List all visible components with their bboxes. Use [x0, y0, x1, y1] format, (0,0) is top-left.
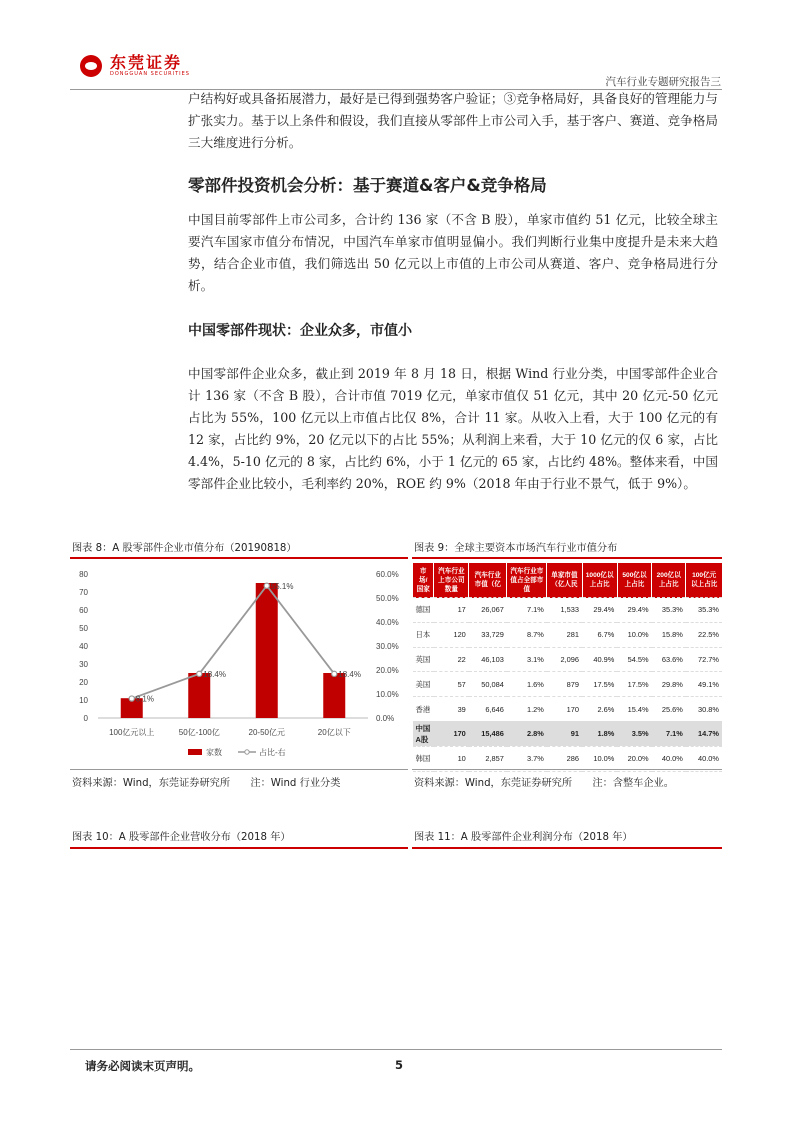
table-row — [413, 647, 723, 672]
table-cell: 15.4% — [617, 697, 651, 722]
logo-text: 东莞证券 — [110, 53, 183, 72]
figure-9-source: 资料来源：Wind，东莞证券研究所 注：含整车企业。 — [414, 778, 674, 789]
table-cell: 14.7% — [686, 721, 722, 746]
section-heading-1: 零部件投资机会分析：基于赛道&客户&竞争格局 — [188, 176, 547, 195]
table-cell: 7.1% — [507, 598, 547, 623]
logo-subtext: DONGGUAN SECURITIES — [110, 71, 190, 77]
table-cell: 英国 — [413, 647, 434, 672]
table-cell: 29.8% — [652, 672, 686, 697]
table-row — [413, 672, 723, 697]
table-cell: 22.5% — [686, 622, 722, 647]
table-cell: 40.0% — [652, 746, 686, 771]
table-cell: 6.7% — [582, 622, 617, 647]
table-cell: 美国 — [413, 672, 434, 697]
category-label: 100亿元以上 — [109, 728, 155, 737]
table-cell: 3.7% — [507, 746, 547, 771]
table-row — [413, 721, 723, 746]
table-row — [413, 746, 723, 771]
table-cell: 15.8% — [652, 622, 686, 647]
left-axis-tick: 40 — [79, 642, 88, 651]
table-cell: 63.6% — [652, 647, 686, 672]
table-cell: 3.5% — [617, 721, 651, 746]
table-cell: 72.7% — [686, 647, 722, 672]
figure-8-rule — [70, 557, 408, 559]
table-cell: 29.4% — [617, 598, 651, 623]
right-axis-tick: 0.0% — [376, 714, 395, 723]
table-cell: 17 — [434, 598, 469, 623]
table-cell: 35.3% — [686, 598, 722, 623]
table-cell: 54.5% — [617, 647, 651, 672]
left-axis-tick: 60 — [79, 606, 88, 615]
left-axis-tick: 20 — [79, 678, 88, 687]
share-label-2: 55.1% — [270, 581, 294, 591]
table-cell: 1.6% — [507, 672, 547, 697]
table-cell: 日本 — [413, 622, 434, 647]
table-cell: 57 — [434, 672, 469, 697]
figure-8-bottom-rule — [70, 769, 408, 770]
table-cell: 120 — [434, 622, 469, 647]
figure-9-rule — [412, 557, 722, 559]
table-cell: 10.0% — [617, 622, 651, 647]
left-axis-tick: 30 — [79, 660, 88, 669]
table-header-7: 200亿以上占比 — [652, 563, 686, 598]
table-header-2: 汽车行业市值（亿 — [469, 563, 507, 598]
figure-10-title: 图表 10：A 股零部件企业营收分布（2018 年） — [72, 832, 291, 843]
table-cell: 49.1% — [686, 672, 722, 697]
global-market-table — [412, 563, 722, 772]
table-cell: 中国A股 — [413, 721, 434, 746]
share-label-0: 8.1% — [135, 694, 154, 704]
right-axis-tick: 60.0% — [376, 570, 399, 579]
section-paragraph-1: 中国目前零部件上市公司多，合计约 136 家（不含 B 股），单家市值约 51 亿元，比较全球主要汽车国家市值分布情况，中国汽车单家市值明显偏小。我们判断行业集中度提升是未来大趋势，结合企业市值，我们筛选出 50 亿元以上市值的上市公司从赛道、客户、竞争格局进行分析。 — [188, 212, 718, 293]
market-cap-chart — [70, 560, 410, 768]
section-heading-2: 中国零部件现状：企业众多，市值小 — [188, 323, 412, 339]
table-header-8: 100亿元以上占比 — [686, 563, 722, 598]
table-cell: 8.7% — [507, 622, 547, 647]
table-cell: 35.3% — [652, 598, 686, 623]
table-cell: 281 — [547, 622, 582, 647]
legend-line-marker — [245, 750, 249, 754]
table-cell: 22 — [434, 647, 469, 672]
report-title: 汽车行业专题研究报告三 — [605, 76, 721, 88]
table-cell: 17.5% — [617, 672, 651, 697]
table-cell: 40.9% — [582, 647, 617, 672]
table-cell: 25.6% — [652, 697, 686, 722]
table-cell: 26,067 — [469, 598, 507, 623]
figure-8-source: 资料来源：Wind，东莞证券研究所 注：Wind 行业分类 — [72, 778, 341, 789]
figure-9-bottom-rule — [412, 769, 722, 770]
right-axis-tick: 40.0% — [376, 618, 399, 627]
intro-paragraph: 户结构好或具备拓展潜力，最好是已得到强势客户验证；③竞争格局好，具备良好的管理能力与扩张实力。基于以上条件和假设，我们直接从零部件上市公司入手，基于客户、赛道、竞争格局三大维度进行分析。 — [188, 91, 718, 150]
share-label-3: 18.4% — [338, 669, 361, 679]
table-cell: 6,646 — [469, 697, 507, 722]
table-cell: 2.6% — [582, 697, 617, 722]
table-cell: 1.2% — [507, 697, 547, 722]
table-row — [413, 697, 723, 722]
table-cell: 德国 — [413, 598, 434, 623]
share-point-3 — [332, 671, 337, 676]
brand-logo — [80, 55, 190, 77]
table-cell: 170 — [434, 721, 469, 746]
left-axis-tick: 0 — [83, 714, 88, 723]
figure-11-title: 图表 11：A 股零部件企业利润分布（2018 年） — [414, 832, 633, 843]
footer-disclaimer: 请务必阅读末页声明。 — [85, 1059, 200, 1073]
figure-11-rule — [412, 847, 722, 849]
table-header-1: 汽车行业上市公司数量 — [434, 563, 469, 598]
left-axis-tick: 70 — [79, 588, 88, 597]
bar-2 — [256, 583, 278, 718]
left-axis-tick: 10 — [79, 696, 88, 705]
share-point-1 — [197, 671, 202, 676]
table-cell: 香港 — [413, 697, 434, 722]
category-label: 20-50亿元 — [248, 728, 285, 737]
table-cell: 韩国 — [413, 746, 434, 771]
footer-divider — [70, 1049, 722, 1050]
bar-1 — [188, 673, 210, 718]
category-label: 20亿以下 — [317, 728, 351, 737]
table-cell: 39 — [434, 697, 469, 722]
table-cell: 10.0% — [582, 746, 617, 771]
table-cell: 1,533 — [547, 598, 582, 623]
table-cell: 2.8% — [507, 721, 547, 746]
right-axis-tick: 30.0% — [376, 642, 399, 651]
figure-9-title: 图表 9：全球主要资本市场汽车行业市值分布 — [414, 543, 618, 554]
share-point-2 — [264, 583, 269, 588]
table-header-3: 汽车行业市值占全部市值 — [507, 563, 547, 598]
share-label-1: 18.4% — [203, 669, 226, 679]
share-point-0 — [129, 696, 134, 701]
table-cell: 17.5% — [582, 672, 617, 697]
table-cell: 50,084 — [469, 672, 507, 697]
table-cell: 10 — [434, 746, 469, 771]
page-number: 5 — [395, 1058, 404, 1072]
logo-mark-icon — [80, 55, 102, 77]
legend-bar-label: 家数 — [206, 748, 222, 757]
table-cell: 30.8% — [686, 697, 722, 722]
table-cell: 20.0% — [617, 746, 651, 771]
table-cell: 2,857 — [469, 746, 507, 771]
table-cell: 170 — [547, 697, 582, 722]
table-row — [413, 622, 723, 647]
right-axis-tick: 50.0% — [376, 594, 399, 603]
legend-line-label: 占比-右 — [259, 748, 286, 757]
bar-3 — [323, 673, 345, 718]
table-header-0: 市场/国家 — [413, 563, 434, 598]
table-header-4: 单家市值（亿人民 — [547, 563, 582, 598]
right-axis-tick: 20.0% — [376, 666, 399, 675]
category-label: 50亿-100亿 — [178, 728, 220, 737]
table-cell: 15,486 — [469, 721, 507, 746]
table-cell: 2,096 — [547, 647, 582, 672]
section-paragraph-2: 中国零部件企业众多，截止到 2019 年 8 月 18 日，根据 Wind 行业分类，中国零部件企业合计 136 家（不含 B 股），合计市值 7019 亿元，单家市值仅 51 亿元，其中 20 亿元-50 亿元占比为 55%，100 亿元以上市值占比仅 8%，合计 11 家。从收入上看，大于 100 亿元的有 12 家，占比约 9%，20 亿元以下的占比 55%；从利润上来看，大于 10 亿元的仅 6 家，占比 4.4%，5-10 亿元的 8 家，占比约 6%，小于 1 亿元的 65 家，占比约 48%。整体来看，中国零部件企业比较小，毛利率约 20%，ROE 约 9%（2018 年由于行业不景气，低于 9%）。 — [188, 366, 718, 491]
left-axis-tick: 80 — [79, 570, 88, 579]
table-cell: 33,729 — [469, 622, 507, 647]
table-cell: 3.1% — [507, 647, 547, 672]
table-header-6: 500亿以上占比 — [617, 563, 651, 598]
table-cell: 7.1% — [652, 721, 686, 746]
figure-8-title: 图表 8：A 股零部件企业市值分布（20190818） — [72, 543, 297, 554]
table-row — [413, 598, 723, 623]
figure-10-rule — [70, 847, 408, 849]
table-cell: 879 — [547, 672, 582, 697]
left-axis-tick: 50 — [79, 624, 88, 633]
table-header-5: 1000亿以上占比 — [582, 563, 617, 598]
table-cell: 286 — [547, 746, 582, 771]
table-cell: 40.0% — [686, 746, 722, 771]
legend-bar-swatch — [188, 749, 202, 755]
table-cell: 46,103 — [469, 647, 507, 672]
table-cell: 91 — [547, 721, 582, 746]
right-axis-tick: 10.0% — [376, 690, 399, 699]
table-cell: 1.8% — [582, 721, 617, 746]
share-line — [132, 586, 335, 699]
table-cell: 29.4% — [582, 598, 617, 623]
